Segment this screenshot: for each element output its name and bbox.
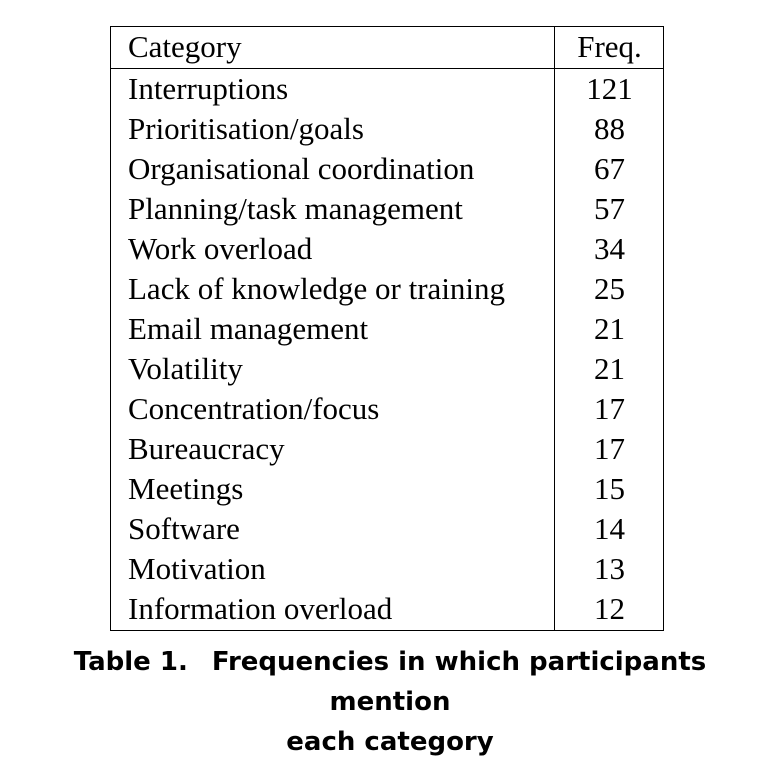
row-freq: 15 [594, 471, 625, 506]
table-row [111, 229, 663, 269]
row-category: Information overload [128, 591, 393, 626]
table-row [111, 149, 663, 189]
row-freq: 14 [594, 511, 625, 546]
table-row [111, 429, 663, 469]
row-freq: 21 [594, 351, 625, 386]
frequency-table [110, 26, 664, 631]
row-category: Prioritisation/goals [128, 111, 364, 146]
table-row [111, 309, 663, 349]
table-row [111, 269, 663, 309]
table-row [111, 509, 663, 549]
caption-label: Table 1. [73, 647, 188, 677]
table-caption [20, 642, 760, 762]
table-row [111, 69, 663, 109]
table-header-row [111, 27, 663, 67]
row-freq: 12 [594, 591, 625, 626]
row-freq: 17 [594, 431, 625, 466]
row-freq: 88 [594, 111, 625, 146]
table-row [111, 389, 663, 429]
row-freq: 57 [594, 191, 625, 226]
row-category: Planning/task management [128, 191, 463, 226]
row-freq: 17 [594, 391, 625, 426]
row-category: Concentration/focus [128, 391, 380, 426]
table-row [111, 469, 663, 509]
row-freq: 21 [594, 311, 625, 346]
table-row [111, 109, 663, 149]
row-category: Bureaucracy [128, 431, 285, 466]
caption-line-2: each category [286, 727, 494, 757]
caption-line-1 [20, 642, 760, 722]
row-category: Interruptions [128, 71, 289, 106]
caption-text-line-1: Frequencies in which participants mention [211, 647, 707, 717]
row-freq: 13 [594, 551, 625, 586]
table-row [111, 549, 663, 589]
row-category: Motivation [128, 551, 266, 586]
header-category: Category [128, 29, 242, 64]
table-row [111, 189, 663, 229]
row-freq: 34 [594, 231, 625, 266]
row-category: Organisational coordination [128, 151, 475, 186]
row-category: Meetings [128, 471, 244, 506]
row-category: Volatility [128, 351, 243, 386]
row-category: Email management [128, 311, 369, 346]
row-freq: 121 [586, 71, 633, 106]
table-row [111, 589, 663, 629]
row-category: Software [128, 511, 240, 546]
row-freq: 25 [594, 271, 625, 306]
table-row [111, 349, 663, 389]
row-category: Work overload [128, 231, 313, 266]
row-freq: 67 [594, 151, 625, 186]
row-category: Lack of knowledge or training [128, 271, 506, 306]
header-freq: Freq. [577, 29, 642, 64]
